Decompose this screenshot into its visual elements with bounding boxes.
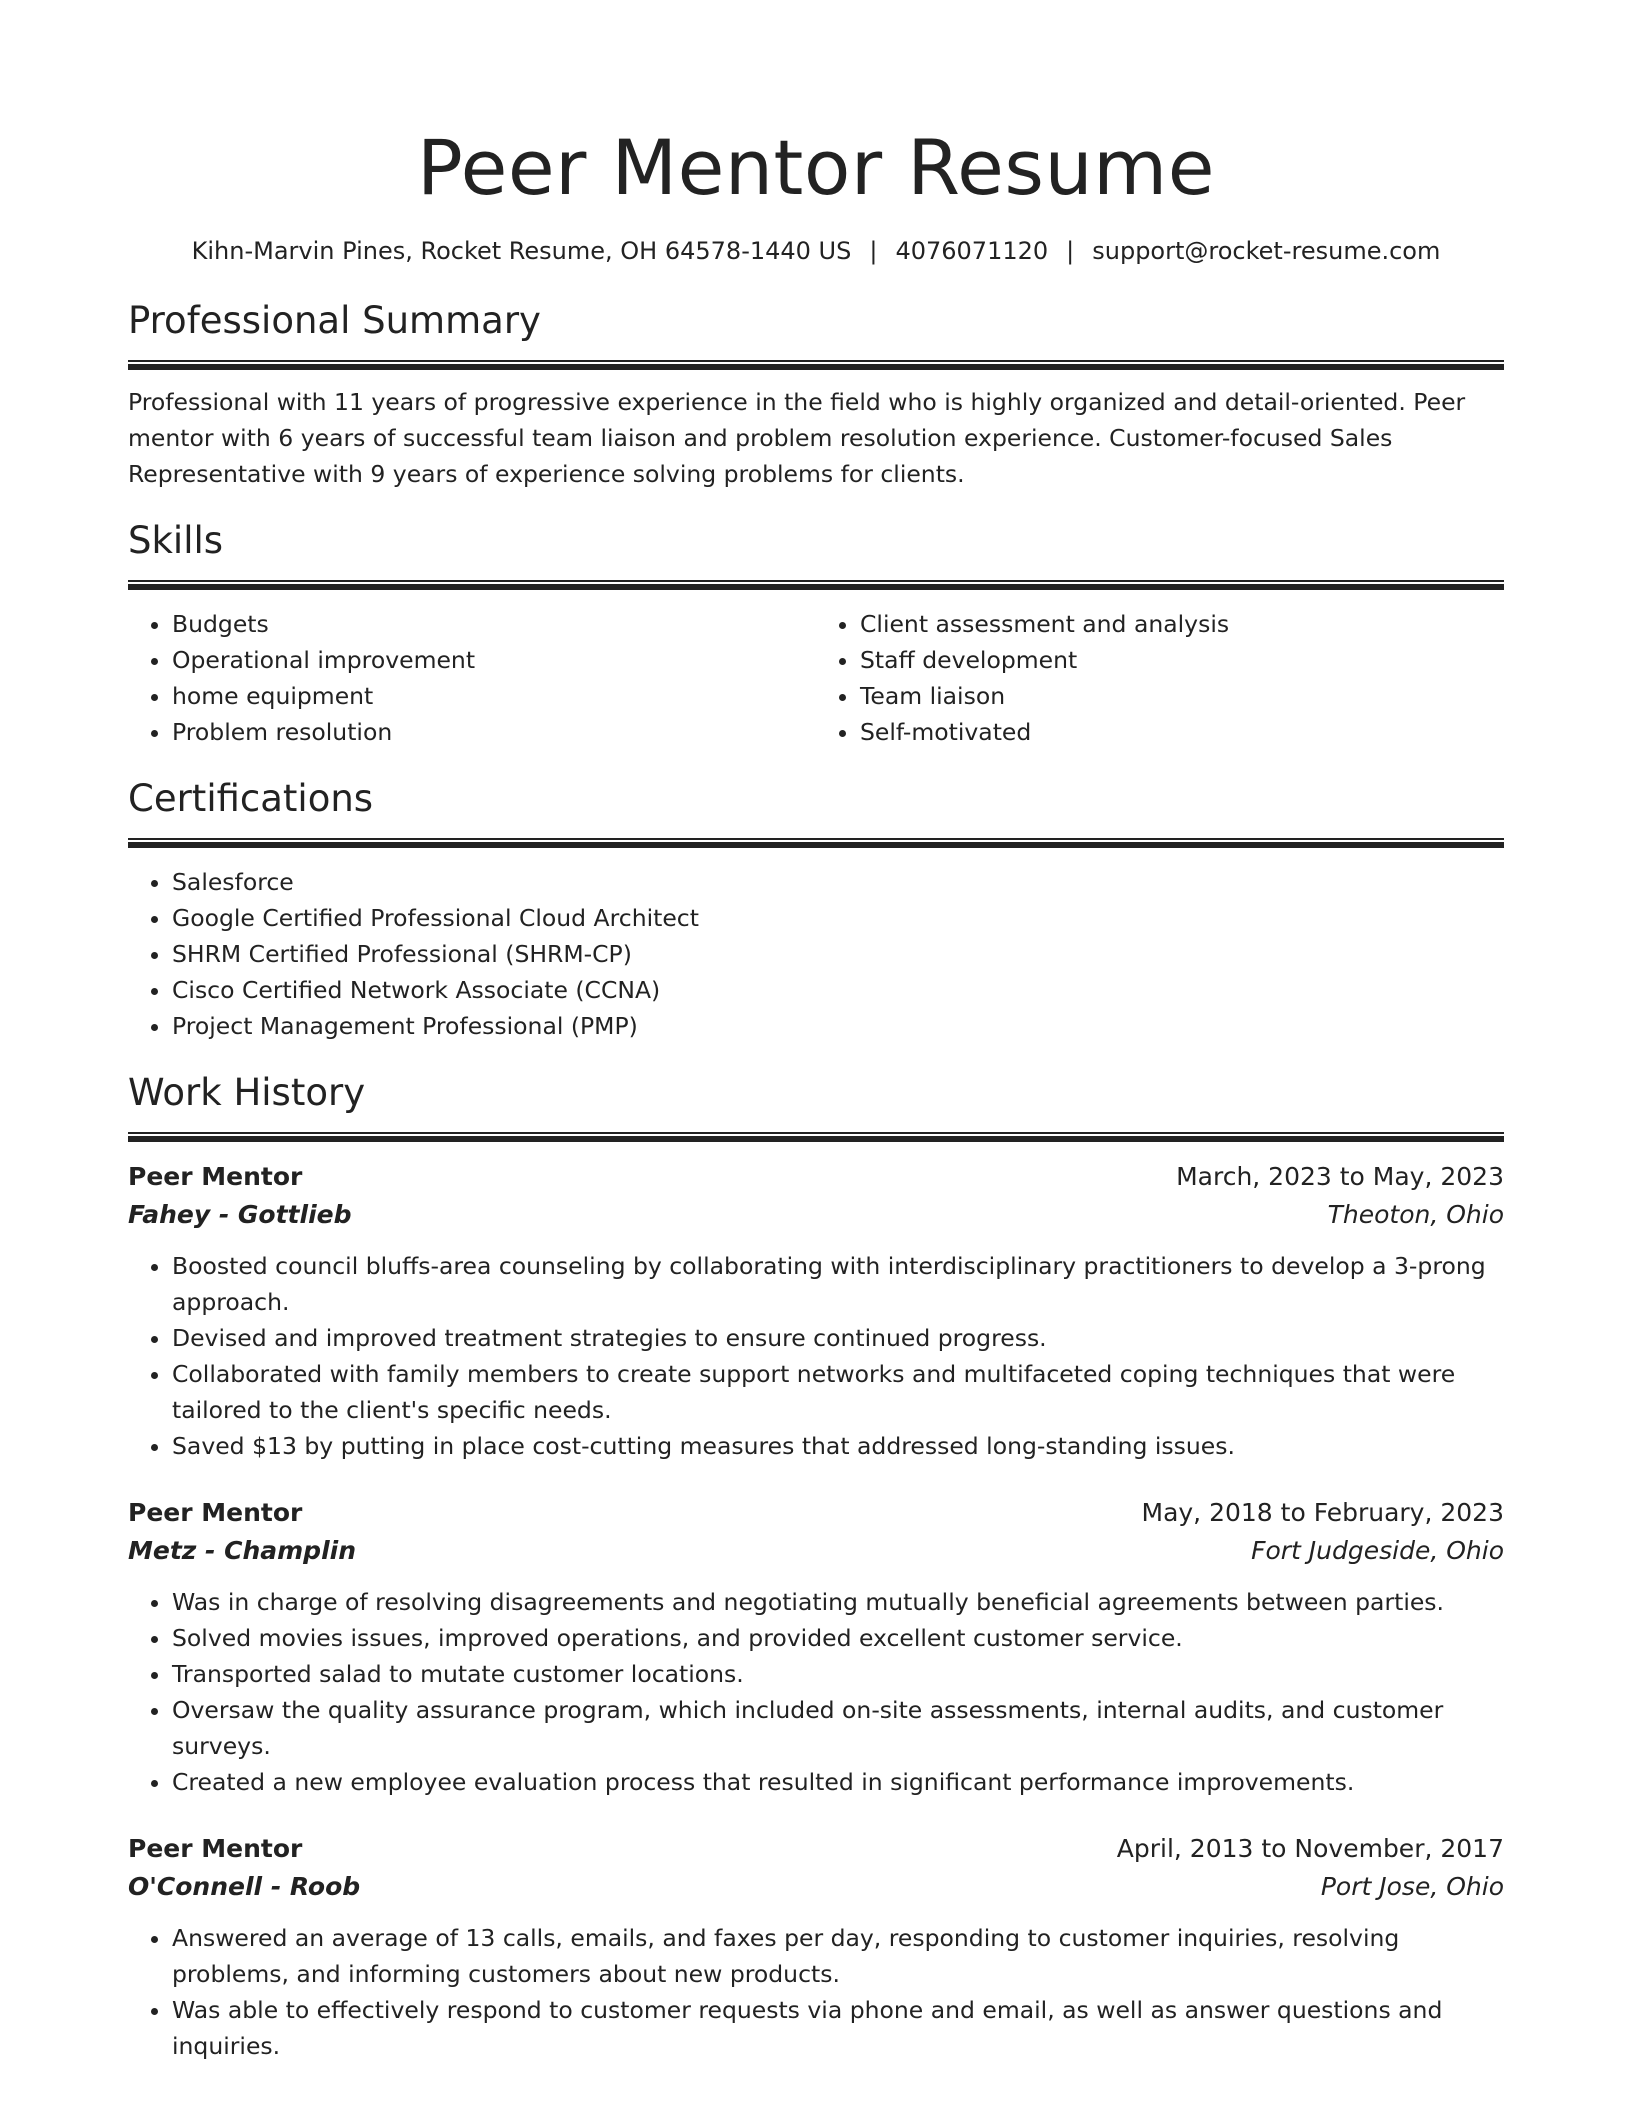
job-company: Metz - Champlin [128, 1536, 357, 1565]
job-location: Port Jose, Ohio [1320, 1872, 1504, 1901]
job-bullet: • Oversaw the quality assurance program, which included on-site assessments, internal audits, and customer surveys. [172, 1692, 1504, 1764]
skills-section [128, 518, 1504, 750]
work-history-heading: Work History [128, 1071, 366, 1114]
resume-title: Peer Mentor Resume [417, 123, 1215, 212]
job-bullet: • Created a new employee evaluation process that resulted in significant performance improvements. [172, 1764, 1504, 1800]
job-bullet: • Saved $13 by putting in place cost-cutting measures that addressed long-standing issues. [172, 1428, 1504, 1464]
job-bullet: • Solved movies issues, improved operations, and provided excellent customer service. [172, 1620, 1504, 1656]
job-bullet: • Transported salad to mutate customer locations. [172, 1656, 1504, 1692]
job-bullets [128, 1584, 1504, 1800]
job-header-row [128, 1830, 1504, 1868]
certifications-heading: Certifications [128, 777, 374, 820]
job-bullets [128, 1248, 1504, 1464]
job-bullet: • Devised and improved treatment strategies to ensure continued progress. [172, 1320, 1504, 1356]
summary-heading: Professional Summary [128, 299, 541, 342]
job-entry [128, 1494, 1504, 1800]
certification-item: • Cisco Certified Network Associate (CCNA) [172, 972, 1504, 1008]
job-dates: May, 2018 to February, 2023 [1141, 1498, 1504, 1527]
certification-item: • SHRM Certified Professional (SHRM-CP) [172, 936, 1504, 972]
job-location: Fort Judgeside, Ohio [1251, 1536, 1504, 1565]
skills-right-list [816, 606, 1504, 750]
job-header-row [128, 1158, 1504, 1196]
section-divider [128, 1132, 1504, 1142]
certification-item: • Google Certified Professional Cloud Architect [172, 900, 1504, 936]
job-dates: April, 2013 to November, 2017 [1116, 1834, 1504, 1863]
job-company-row [128, 1868, 1504, 1906]
skill-item: • home equipment [172, 678, 816, 714]
contact-email: support@rocket-resume.com [1092, 237, 1441, 265]
section-divider [128, 360, 1504, 370]
contact-separator: | [1066, 237, 1075, 265]
skill-item: • Staff development [860, 642, 1504, 678]
skills-heading: Skills [128, 519, 224, 562]
skills-left-column [128, 606, 816, 750]
contact-address: Kihn-Marvin Pines, Rocket Resume, OH 64578-1440 US [191, 237, 852, 265]
skill-item: • Problem resolution [172, 714, 816, 750]
job-location: Theoton, Ohio [1327, 1200, 1504, 1229]
job-bullet: • Was in charge of resolving disagreements and negotiating mutually beneficial agreements between parties. [172, 1584, 1504, 1620]
contact-separator: | [869, 237, 878, 265]
section-divider [128, 580, 1504, 590]
certification-item: • Project Management Professional (PMP) [172, 1008, 1504, 1044]
job-bullets [128, 1920, 1504, 2064]
summary-text: Professional with 11 years of progressive experience in the field who is highly organized and detail-oriented. Peer mentor with 6 years of successful team liaison and problem resolution experience. Customer-focused Sales Representative with 9 years of experience solving problems for clients. [128, 388, 1466, 488]
job-entry [128, 1830, 1504, 2064]
job-company: Fahey - Gottlieb [128, 1200, 352, 1229]
job-title: Peer Mentor [128, 1834, 303, 1863]
certifications-section [128, 776, 1504, 1044]
work-history-section [128, 1070, 1504, 2064]
job-title: Peer Mentor [128, 1162, 303, 1191]
skill-item: • Client assessment and analysis [860, 606, 1504, 642]
job-company-row [128, 1532, 1504, 1570]
contact-line [128, 234, 1504, 268]
summary-section [128, 298, 1504, 492]
job-title: Peer Mentor [128, 1498, 303, 1527]
contact-phone: 4076071120 [895, 237, 1049, 265]
job-company: O'Connell - Roob [128, 1872, 361, 1901]
job-dates: March, 2023 to May, 2023 [1176, 1162, 1504, 1191]
certifications-list [128, 864, 1504, 1044]
job-company-row [128, 1196, 1504, 1234]
job-bullet: • Collaborated with family members to create support networks and multifaceted coping techniques that were tailored to the client's specific needs. [172, 1356, 1504, 1428]
skill-item: • Budgets [172, 606, 816, 642]
skill-item: • Team liaison [860, 678, 1504, 714]
skill-item: • Operational improvement [172, 642, 816, 678]
skill-item: • Self-motivated [860, 714, 1504, 750]
job-entry [128, 1158, 1504, 1464]
job-bullet: • Was able to effectively respond to customer requests via phone and email, as well as answer questions and inquiries. [172, 1992, 1504, 2064]
certification-item: • Salesforce [172, 864, 1504, 900]
section-divider [128, 838, 1504, 848]
job-bullet: • Boosted council bluffs-area counseling by collaborating with interdisciplinary practitioners to develop a 3-prong approach. [172, 1248, 1504, 1320]
skills-right-column [816, 606, 1504, 750]
job-header-row [128, 1494, 1504, 1532]
skills-columns [128, 606, 1504, 750]
job-bullet: • Answered an average of 13 calls, emails, and faxes per day, responding to customer inquiries, resolving problems, and informing customers about new products. [172, 1920, 1504, 1992]
skills-left-list [128, 606, 816, 750]
